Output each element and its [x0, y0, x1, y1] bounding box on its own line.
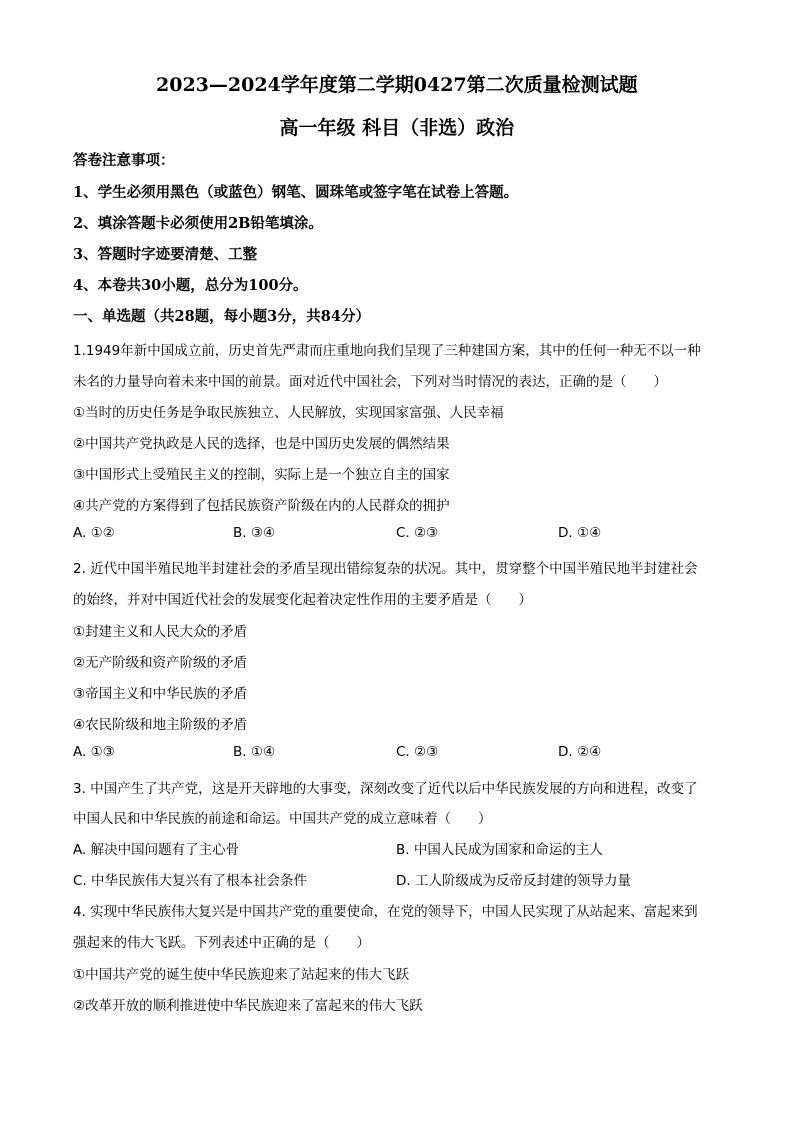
exam-title: 2023—2024学年度第二学期0427第二次质量检测试题: [156, 74, 638, 96]
question-3-stem-line-1: 3. 中国产生了共产党，这是开天辟地的大事变，深刻改变了近代以后中华民族发展的方向和进程，改变了: [73, 781, 698, 797]
exam-subtitle: 高一年级 科目（非选）政治: [279, 117, 515, 139]
question-2-item-3: ③帝国主义和中华民族的矛盾: [73, 686, 248, 702]
question-4-stem-line-2: 强起来的伟大飞跃。下列表述中正确的是（ ）: [73, 935, 370, 951]
question-1-stem-line-1: 1.1949年新中国成立前，历史首先严肃而庄重地向我们呈现了三种建国方案，其中的任何一种无不以一种: [73, 343, 701, 359]
question-4-stem-line-1: 4. 实现中华民族伟大复兴是中国共产党的重要使命，在党的领导下，中国人民实现了从站起来、富起来到: [73, 904, 698, 920]
question-2-item-4: ④农民阶级和地主阶级的矛盾: [73, 717, 248, 733]
notice-item-4: 4、本卷共30小题，总分为100分。: [73, 277, 308, 294]
question-2-option-b: B. ①④: [233, 744, 276, 760]
question-1-item-3: ③中国形式上受殖民主义的控制，实际上是一个独立自主的国家: [73, 467, 450, 483]
question-3-stem-line-2: 中国人民和中华民族的前途和命运。中国共产党的成立意味着（ ）: [73, 811, 492, 827]
question-1-option-c: C. ②③: [396, 525, 439, 541]
question-1-option-a: A. ①②: [73, 525, 115, 541]
question-3-option-c: C. 中华民族伟大复兴有了根本社会条件: [73, 873, 308, 889]
notice-heading: 答卷注意事项：: [73, 152, 175, 169]
notice-item-2: 2、填涂答题卡必须使用2B铅笔填涂。: [73, 215, 323, 232]
question-2-stem-line-2: 的始终，并对中国近代社会的发展变化起着决定性作用的主要矛盾是（ ）: [73, 592, 532, 608]
question-2-item-1: ①封建主义和人民大众的矛盾: [73, 624, 248, 640]
notice-item-1: 1、学生必须用黑色（或蓝色）钢笔、圆珠笔或签字笔在试卷上答题。: [73, 184, 519, 201]
question-1-item-2: ②中国共产党执政是人民的选择，也是中国历史发展的偶然结果: [73, 436, 450, 452]
question-4-item-2: ②改革开放的顺利推进使中华民族迎来了富起来的伟大飞跃: [73, 998, 423, 1014]
question-4-item-1: ①中国共产党的诞生使中华民族迎来了站起来的伟大飞跃: [73, 967, 410, 983]
question-1-stem-line-2: 未名的力量导向着未来中国的前景。面对近代中国社会，下列对当时情况的表达，正确的是（ ）: [73, 374, 667, 390]
question-3-option-a: A. 解决中国问题有了主心骨: [73, 842, 240, 858]
question-3-option-b: B. 中国人民成为国家和命运的主人: [396, 842, 603, 858]
question-1-item-4: ④共产党的方案得到了包括民族资产阶级在内的人民群众的拥护: [73, 498, 450, 514]
question-1-option-b: B. ③④: [233, 525, 276, 541]
question-3-option-d: D. 工人阶级成为反帝反封建的领导力量: [396, 873, 631, 889]
question-2-option-c: C. ②③: [396, 744, 439, 760]
question-2-option-a: A. ①③: [73, 744, 115, 760]
question-2-stem-line-1: 2. 近代中国半殖民地半封建社会的矛盾呈现出错综复杂的状况。其中，贯穿整个中国半殖民地半封建社会: [73, 561, 698, 577]
section-heading: 一、单选题（共28题，每小题3分，共84分）: [73, 308, 370, 325]
question-2-option-d: D. ②④: [558, 744, 602, 760]
question-1-option-d: D. ①④: [558, 525, 602, 541]
question-1-item-1: ①当时的历史任务是争取民族独立、人民解放，实现国家富强、人民幸福: [73, 405, 504, 421]
notice-item-3: 3、答题时字迹要清楚、工整: [73, 246, 258, 263]
question-2-item-2: ②无产阶级和资产阶级的矛盾: [73, 655, 248, 671]
